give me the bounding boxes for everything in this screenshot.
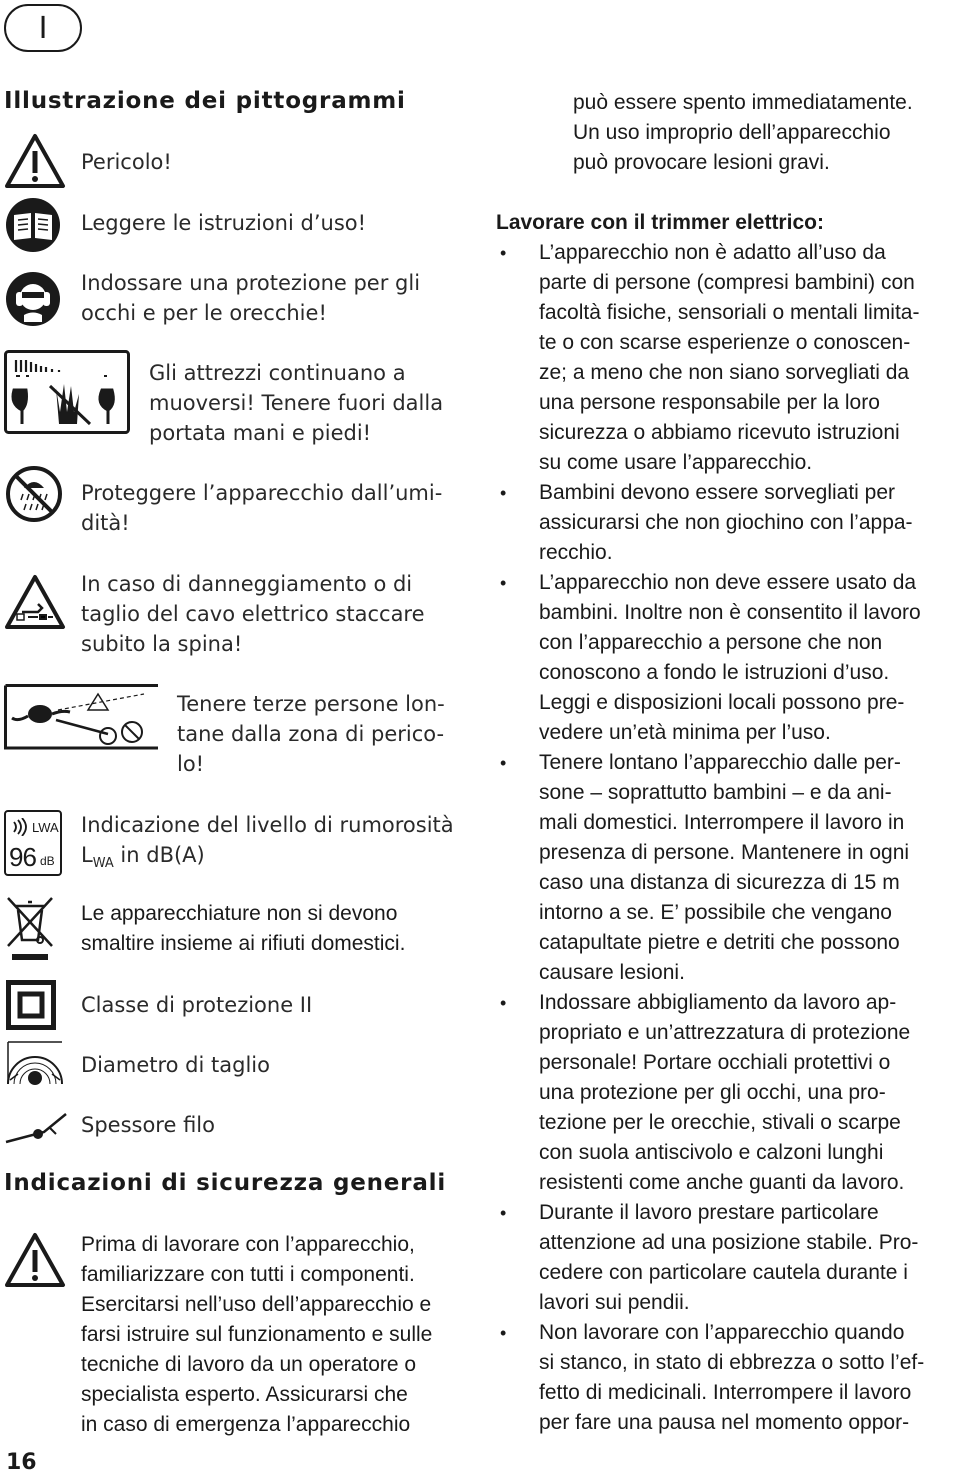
safety-bullet-list: [496, 238, 924, 1438]
keep-distance-icon: [4, 684, 160, 750]
noise-icon-value: 96: [9, 842, 36, 872]
safety-heading: Indicazioni di sicurezza generali: [4, 1170, 447, 1196]
trimmer-heading: Lavorare con il trimmer elettrico:: [496, 211, 824, 234]
right-continuation-paragraph: può essere spento immediatamente. Un uso improprio dell’apparecchio può provocare lesioni gravi.: [573, 91, 913, 174]
rotating-tool-hands-icon: [4, 350, 130, 434]
unplug-cable-icon: [4, 574, 66, 630]
list-item: • Durante il lavoro prestare particolare attenzione ad una posizione stabile. Pro- cedere con particolare cautela durante i lavori sui pendii.: [496, 1198, 924, 1318]
no-rain-icon: [4, 464, 64, 524]
ear-eye-protection-icon: [4, 270, 62, 328]
tools-moving-text: Gli attrezzi continuano a muoversi! Tenere fuori dalla portata mani e piedi!: [149, 361, 444, 445]
noise-level-icon: [4, 810, 62, 876]
danger-text: Pericolo!: [81, 150, 172, 174]
crossed-bin-icon: [4, 894, 56, 964]
cutting-diameter-icon: [4, 1040, 66, 1090]
lwa-unit: in dB(A): [113, 843, 205, 867]
list-item: • Tenere lontano l’apparecchio dalle per- sone – soprattutto bambini – e da ani- mali domestici. Interrompere il lavoro in presenza di persone. Mantenere in ogni caso una distanza di sicurezza di 15 m intorno a se. E’ possibile che vengano catapultate pietre e detriti che possono causare lesioni.: [496, 748, 924, 988]
noise-icon-label: LWA: [32, 820, 59, 835]
list-item: • L’apparecchio non è adatto all’uso da parte di persone (compresi bambini) con facoltà fisiche, sensoriali o mentali limita- te o con scarse esperienze o conoscen- ze; a meno che non siano sorvegliati da una persone responsabile per la loro sicurezza o abbiamo ricevuto istruzioni su come usare l’apparecchio.: [496, 238, 924, 478]
disposal-text: Le apparecchiature non si devono smaltire insieme ai rifiuti domestici.: [81, 902, 406, 955]
read-manual-icon: [4, 196, 62, 254]
page-number: 16: [6, 1450, 37, 1475]
protection-text: Indossare una protezione per gli occhi e per le orecchie!: [81, 271, 421, 325]
safety-intro-paragraph: Prima di lavorare con l’apparecchio, familiarizzare con tutti i componenti. Esercitarsi nell’uso dell’apparecchio e farsi istruire sul funzionamento e sulle tecniche di lavoro da un operatore o specialista esperto. Assicurarsi che in caso di emergenza l’apparecchio: [81, 1233, 433, 1436]
language-badge: I: [4, 4, 82, 52]
list-item: • Bambini devono essere sorvegliati per assicurarsi che non giochino con l’appa- recchio.: [496, 478, 924, 568]
list-item: • Indossare abbigliamento da lavoro ap- propriato e un’attrezzatura di protezione personale! Portare occhiali protettivi o una protezione per gli occhi, una pro- tezione per le orecchie, stivali o scarpe con suola antiscivolo e calzoni lunghi resistenti come anche guanti da lavoro.: [496, 988, 924, 1198]
cutting-diameter-text: Diametro di taglio: [81, 1053, 270, 1077]
third-persons-text: Tenere terze persone lon- tane dalla zona di perico- lo!: [177, 692, 445, 776]
line-thickness-text: Spessore filo: [81, 1113, 215, 1137]
line-thickness-icon: [4, 1110, 68, 1146]
pictogram-heading: Illustrazione dei pittogrammi: [4, 88, 406, 114]
lwa-subscript: WA: [92, 856, 114, 872]
protection-class-2-icon: [6, 980, 56, 1030]
list-item: • Non lavorare con l’apparecchio quando si stanco, in stato di ebbrezza o sotto l’ef- fetto di medicinali. Interrompere il lavoro per fare una pausa nel momento oppor-: [496, 1318, 924, 1438]
list-item: • L’apparecchio non deve essere usato da bambini. Inoltre non è consentito il lavoro con l’apparecchio a persone che non conoscono a fondo le istruzioni d’uso. Leggi e disposizioni locali possono pre- vedere un’età minima per l’uso.: [496, 568, 924, 748]
noise-text: Indicazione del livello di rumorosità $L_{WA}$ in dB(A): [81, 813, 454, 872]
warning-triangle-icon: [4, 133, 66, 189]
cable-text: In caso di danneggiamento o di taglio del cavo elettrico staccare subito la spina!: [81, 572, 425, 656]
warning-triangle-icon: [4, 1232, 66, 1288]
read-manual-text: Leggere le istruzioni d’uso!: [81, 211, 367, 235]
protection-class-text: Classe di protezione II: [81, 993, 313, 1017]
moisture-text: Proteggere l’apparecchio dall’umi- dità!: [81, 481, 443, 535]
noise-icon-unit: dB: [40, 854, 55, 868]
lwa-symbol: L: [81, 843, 93, 867]
